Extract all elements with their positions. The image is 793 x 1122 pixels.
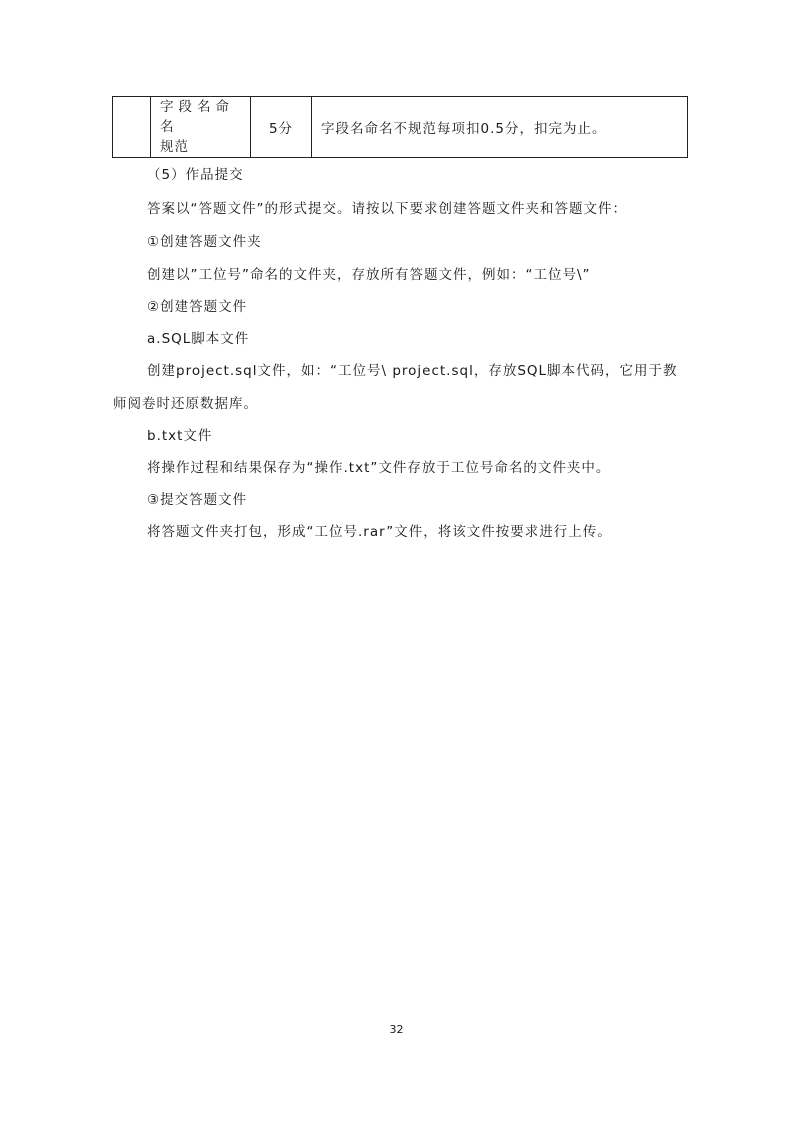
step3-title: ③提交答题文件 [147, 492, 248, 508]
step2b-text: 将操作过程和结果保存为“操作.txt”文件存放于工位号命名的文件夹中。 [147, 460, 611, 476]
step1-title: ①创建答题文件夹 [147, 234, 262, 250]
step2a-text-line1: 创建project.sql文件，如：“工位号\ project.sql，存放SQL脚本代码，它用于教 [147, 363, 678, 379]
page-number: 32 [389, 1023, 404, 1036]
step2b-title: b.txt文件 [147, 428, 213, 444]
item-label-line2: 规范 [160, 139, 189, 155]
table-row [113, 97, 688, 158]
scoring-table [112, 96, 688, 158]
step2-title: ②创建答题文件 [147, 299, 248, 315]
table-cell-blank [113, 97, 151, 158]
item-label-line1: 字段名命名 [160, 99, 234, 135]
intro-paragraph: 答案以“答题文件”的形式提交。请按以下要求创建答题文件夹和答题文件： [147, 201, 627, 217]
section-heading: （5）作品提交 [147, 167, 244, 183]
step3-text: 将答题文件夹打包，形成“工位号.rar”文件，将该文件按要求进行上传。 [147, 524, 612, 540]
table-cell-item [151, 97, 251, 158]
table-cell-criteria: 字段名命名不规范每项扣0.5分，扣完为止。 [312, 97, 688, 158]
step2a-title: a.SQL脚本文件 [147, 331, 250, 347]
step1-text: 创建以”工位号”命名的文件夹，存放所有答题文件，例如：“工位号\” [147, 267, 591, 283]
step2a-text-line2: 师阅卷时还原数据库。 [113, 396, 258, 412]
table-cell-score: 5分 [251, 97, 312, 158]
